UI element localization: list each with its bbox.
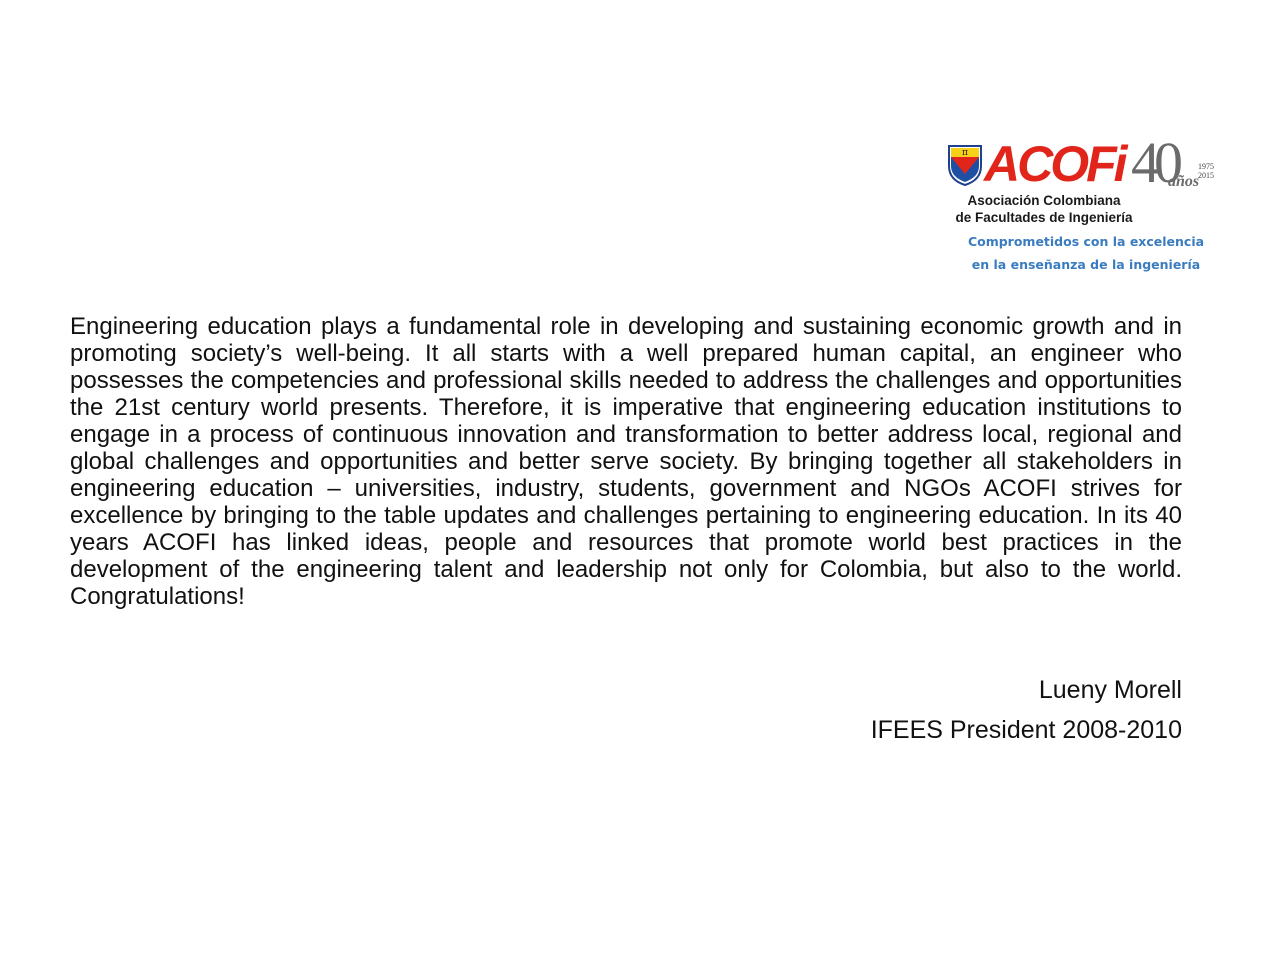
logo-top-row	[946, 130, 1226, 195]
signature-title: IFEES President 2008-2010	[870, 716, 1182, 744]
year-start: 1975	[1198, 162, 1214, 171]
tagline	[946, 230, 1226, 276]
svg-text:π: π	[962, 148, 968, 158]
anniversary-number: 40	[1131, 130, 1177, 195]
org-name-line2: de Facultades de Ingeniería	[955, 210, 1133, 225]
brand-wordmark: ACOFi	[984, 136, 1125, 192]
year-end: 2015	[1198, 171, 1214, 180]
anniversary-years	[1198, 162, 1214, 180]
body-paragraph: Engineering education plays a fundamental role in developing and sustaining economic growth and in promoting society’s well-being. It all starts with a well prepared human capital, an engineer who possesses the competencies and professional skills needed to address the challenges and opportunities the 21st century world presents. Therefore, it is imperative that engineering education institutions to engage in a process of continuous innovation and transformation to better address local, regional and global challenges and opportunities and better serve society. By bringing together all stakeholders in engineering education – universities, industry, students, government and NGOs ACOFI strives for excellence by bringing to the table updates and challenges pertaining to engineering education. In its 40 years ACOFI has linked ideas, people and resources that promote world best practices in the development of the engineering talent and leadership not only for Colombia, but also to the world. Congratulations!	[70, 313, 1182, 610]
shield-icon	[948, 144, 982, 186]
signature-name: Lueny Morell	[1038, 676, 1182, 704]
anniversary-word: años	[1168, 173, 1200, 190]
tagline-line1: Comprometidos con la excelencia	[967, 234, 1205, 249]
org-name-line1: Asociación Colombiana	[967, 193, 1121, 208]
organization-name	[934, 192, 1154, 226]
tagline-line2: en la enseñanza de la ingeniería	[971, 257, 1201, 272]
